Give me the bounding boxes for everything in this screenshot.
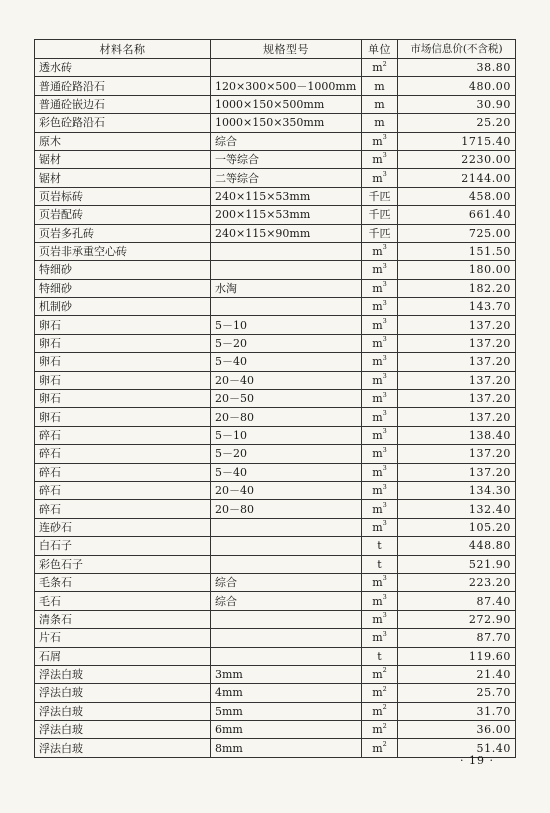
price-cell: 143.70: [398, 298, 516, 316]
table-row: [35, 573, 516, 591]
spec-model-cell: 4mm: [211, 684, 362, 702]
spec-model-cell: [211, 298, 362, 316]
material-name-cell: 彩色砼路沿石: [35, 114, 211, 132]
material-name-cell: 石屑: [35, 647, 211, 665]
spec-model-cell: 20－50: [211, 390, 362, 408]
price-cell: 137.20: [398, 445, 516, 463]
material-name-cell: 彩色石子: [35, 555, 211, 573]
price-cell: 137.20: [398, 390, 516, 408]
unit-cell: 千匹: [362, 206, 398, 224]
material-name-cell: 碎石: [35, 481, 211, 499]
unit-cell: $m^2$: [362, 684, 398, 702]
spec-model-cell: 二等综合: [211, 169, 362, 187]
material-name-cell: 白石子: [35, 537, 211, 555]
table-row: [35, 721, 516, 739]
table-row: [35, 408, 516, 426]
material-name-cell: 碎石: [35, 500, 211, 518]
unit-cell: $m^3$: [362, 445, 398, 463]
header-spec-model: 规格型号: [211, 40, 362, 59]
material-name-cell: 普通砼嵌边石: [35, 95, 211, 113]
table-row: [35, 629, 516, 647]
price-cell: 138.40: [398, 426, 516, 444]
material-name-cell: 原木: [35, 132, 211, 150]
price-cell: 38.80: [398, 59, 516, 77]
price-cell: 134.30: [398, 481, 516, 499]
table-row: [35, 371, 516, 389]
material-name-cell: 片石: [35, 629, 211, 647]
material-price-table: [34, 39, 516, 758]
table-row: [35, 59, 516, 77]
unit-cell: $m^3$: [362, 242, 398, 260]
material-name-cell: 卵石: [35, 371, 211, 389]
table-row: [35, 647, 516, 665]
spec-model-cell: 120×300×500－1000mm: [211, 77, 362, 95]
price-cell: 137.20: [398, 408, 516, 426]
price-cell: 182.20: [398, 279, 516, 297]
unit-cell: $m^2$: [362, 665, 398, 683]
price-cell: 725.00: [398, 224, 516, 242]
table-row: [35, 261, 516, 279]
spec-model-cell: 水淘: [211, 279, 362, 297]
unit-cell: $m^3$: [362, 169, 398, 187]
table-row: [35, 665, 516, 683]
spec-model-cell: [211, 610, 362, 628]
table-row: [35, 77, 516, 95]
unit-cell: $m^3$: [362, 261, 398, 279]
unit-cell: $m^3$: [362, 573, 398, 591]
price-cell: 480.00: [398, 77, 516, 95]
price-cell: 36.00: [398, 721, 516, 739]
material-name-cell: 页岩标砖: [35, 187, 211, 205]
spec-model-cell: [211, 537, 362, 555]
header-unit: 单位: [362, 40, 398, 59]
table-row: [35, 187, 516, 205]
table-row: [35, 500, 516, 518]
material-name-cell: 碎石: [35, 445, 211, 463]
spec-model-cell: 5－10: [211, 426, 362, 444]
material-name-cell: 浮法白玻: [35, 665, 211, 683]
table-row: [35, 739, 516, 757]
price-cell: 151.50: [398, 242, 516, 260]
unit-cell: 千匹: [362, 224, 398, 242]
spec-model-cell: 6mm: [211, 721, 362, 739]
page-number: · 19 ·: [460, 754, 494, 767]
unit-cell: t: [362, 537, 398, 555]
price-cell: 137.20: [398, 371, 516, 389]
price-cell: 25.70: [398, 684, 516, 702]
material-name-cell: 卵石: [35, 316, 211, 334]
unit-cell: $m^3$: [362, 298, 398, 316]
price-cell: 2144.00: [398, 169, 516, 187]
table-row: [35, 132, 516, 150]
table-row: [35, 242, 516, 260]
spec-model-cell: 200×115×53mm: [211, 206, 362, 224]
unit-cell: m: [362, 95, 398, 113]
price-cell: 25.20: [398, 114, 516, 132]
unit-cell: $m^3$: [362, 426, 398, 444]
spec-model-cell: [211, 555, 362, 573]
material-name-cell: 浮法白玻: [35, 702, 211, 720]
spec-model-cell: 8mm: [211, 739, 362, 757]
material-name-cell: 锯材: [35, 169, 211, 187]
table-row: [35, 481, 516, 499]
table-row: [35, 463, 516, 481]
unit-cell: $m^3$: [362, 316, 398, 334]
price-cell: 119.60: [398, 647, 516, 665]
unit-cell: $m^2$: [362, 59, 398, 77]
price-cell: 30.90: [398, 95, 516, 113]
header-material-name: 材料名称: [35, 40, 211, 59]
table-row: [35, 592, 516, 610]
table-row: [35, 555, 516, 573]
spec-model-cell: [211, 518, 362, 536]
price-cell: 223.20: [398, 573, 516, 591]
unit-cell: $m^2$: [362, 721, 398, 739]
spec-model-cell: 5mm: [211, 702, 362, 720]
table-row: [35, 426, 516, 444]
spec-model-cell: 240×115×53mm: [211, 187, 362, 205]
table-row: [35, 334, 516, 352]
table-row: [35, 445, 516, 463]
price-cell: 448.80: [398, 537, 516, 555]
table-row: [35, 390, 516, 408]
table-row: [35, 537, 516, 555]
unit-cell: t: [362, 647, 398, 665]
table-row: [35, 298, 516, 316]
price-cell: 2230.00: [398, 150, 516, 168]
spec-model-cell: 3mm: [211, 665, 362, 683]
material-name-cell: 特细砂: [35, 261, 211, 279]
price-cell: 137.20: [398, 334, 516, 352]
unit-cell: $m^3$: [362, 610, 398, 628]
unit-cell: $m^2$: [362, 739, 398, 757]
spec-model-cell: 综合: [211, 132, 362, 150]
unit-cell: $m^3$: [362, 629, 398, 647]
material-name-cell: 卵石: [35, 353, 211, 371]
unit-cell: $m^3$: [362, 481, 398, 499]
price-cell: 521.90: [398, 555, 516, 573]
unit-cell: $m^3$: [362, 353, 398, 371]
unit-cell: $m^3$: [362, 390, 398, 408]
material-name-cell: 浮法白玻: [35, 739, 211, 757]
table-row: [35, 279, 516, 297]
spec-model-cell: [211, 261, 362, 279]
spec-model-cell: [211, 629, 362, 647]
price-cell: 51.40: [398, 739, 516, 757]
price-cell: 458.00: [398, 187, 516, 205]
unit-cell: $m^3$: [362, 408, 398, 426]
unit-cell: $m^3$: [362, 518, 398, 536]
unit-cell: $m^3$: [362, 334, 398, 352]
material-name-cell: 碎石: [35, 426, 211, 444]
spec-model-cell: 1000×150×500mm: [211, 95, 362, 113]
material-name-cell: 碎石: [35, 463, 211, 481]
material-name-cell: 卵石: [35, 390, 211, 408]
table-row: [35, 316, 516, 334]
table-row: [35, 114, 516, 132]
table-row: [35, 206, 516, 224]
material-name-cell: 透水砖: [35, 59, 211, 77]
table-row: [35, 224, 516, 242]
material-name-cell: 卵石: [35, 334, 211, 352]
material-name-cell: 锯材: [35, 150, 211, 168]
table-body: [35, 59, 516, 758]
spec-model-cell: 5－20: [211, 445, 362, 463]
table-header-row: [35, 40, 516, 59]
price-cell: 272.90: [398, 610, 516, 628]
spec-model-cell: 20－80: [211, 500, 362, 518]
table-row: [35, 150, 516, 168]
spec-model-cell: 240×115×90mm: [211, 224, 362, 242]
spec-model-cell: 5－20: [211, 334, 362, 352]
material-name-cell: 卵石: [35, 408, 211, 426]
table-row: [35, 169, 516, 187]
unit-cell: $m^3$: [362, 279, 398, 297]
spec-model-cell: 综合: [211, 573, 362, 591]
price-cell: 661.40: [398, 206, 516, 224]
header-market-price: 市场信息价(不含税): [398, 40, 516, 59]
material-name-cell: 特细砂: [35, 279, 211, 297]
material-name-cell: 页岩非承重空心砖: [35, 242, 211, 260]
price-cell: 180.00: [398, 261, 516, 279]
unit-cell: m: [362, 114, 398, 132]
spec-model-cell: 5－40: [211, 463, 362, 481]
unit-cell: $m^3$: [362, 132, 398, 150]
spec-model-cell: 5－40: [211, 353, 362, 371]
unit-cell: $m^3$: [362, 463, 398, 481]
material-name-cell: 清条石: [35, 610, 211, 628]
spec-model-cell: [211, 647, 362, 665]
price-cell: 87.40: [398, 592, 516, 610]
material-name-cell: 浮法白玻: [35, 684, 211, 702]
material-name-cell: 浮法白玻: [35, 721, 211, 739]
unit-cell: $m^3$: [362, 371, 398, 389]
spec-model-cell: 综合: [211, 592, 362, 610]
table-row: [35, 684, 516, 702]
price-cell: 137.20: [398, 316, 516, 334]
table-row: [35, 518, 516, 536]
price-cell: 137.20: [398, 463, 516, 481]
price-cell: 1715.40: [398, 132, 516, 150]
material-name-cell: 毛石: [35, 592, 211, 610]
spec-model-cell: 20－40: [211, 481, 362, 499]
material-name-cell: 普通砼路沿石: [35, 77, 211, 95]
price-cell: 31.70: [398, 702, 516, 720]
unit-cell: $m^3$: [362, 150, 398, 168]
spec-model-cell: [211, 242, 362, 260]
table-row: [35, 610, 516, 628]
price-cell: 137.20: [398, 353, 516, 371]
spec-model-cell: 20－80: [211, 408, 362, 426]
spec-model-cell: 5－10: [211, 316, 362, 334]
table-row: [35, 95, 516, 113]
price-cell: 21.40: [398, 665, 516, 683]
spec-model-cell: 1000×150×350mm: [211, 114, 362, 132]
table-row: [35, 353, 516, 371]
spec-model-cell: 20－40: [211, 371, 362, 389]
table-row: [35, 702, 516, 720]
unit-cell: m: [362, 77, 398, 95]
material-name-cell: 页岩多孔砖: [35, 224, 211, 242]
price-cell: 132.40: [398, 500, 516, 518]
material-name-cell: 机制砂: [35, 298, 211, 316]
price-cell: 105.20: [398, 518, 516, 536]
material-name-cell: 毛条石: [35, 573, 211, 591]
unit-cell: $m^3$: [362, 592, 398, 610]
unit-cell: $m^3$: [362, 500, 398, 518]
spec-model-cell: 一等综合: [211, 150, 362, 168]
price-cell: 87.70: [398, 629, 516, 647]
unit-cell: $m^2$: [362, 702, 398, 720]
unit-cell: 千匹: [362, 187, 398, 205]
unit-cell: t: [362, 555, 398, 573]
spec-model-cell: [211, 59, 362, 77]
material-name-cell: 连砂石: [35, 518, 211, 536]
material-name-cell: 页岩配砖: [35, 206, 211, 224]
